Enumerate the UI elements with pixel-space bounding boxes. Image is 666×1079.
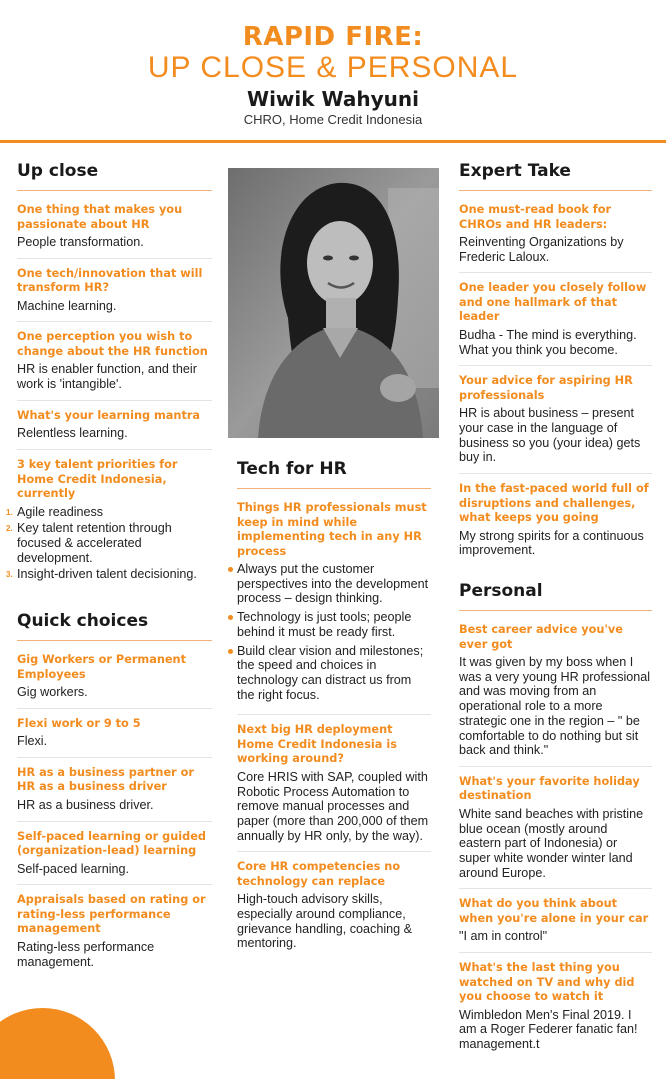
answer: HR is enabler function, and their work is 'intangible'. (17, 362, 197, 392)
question: One thing that makes you passionate about HR (17, 203, 183, 231)
qa-item (17, 653, 212, 709)
question: Flexi work or 9 to 5 (17, 716, 141, 730)
question: What's your favorite holiday destination (459, 774, 640, 803)
question: HR as a business partner or HR as a business driver (17, 765, 194, 794)
question: What do you think about when you're alone in your car (459, 897, 649, 925)
answer: White sand beaches with pristine blue ocean (mostly around eastern part of Indonesia) or super white wonder winter land around Europe. (459, 806, 644, 880)
qa-item (237, 501, 431, 715)
section-title-expert-take: Expert Take (459, 160, 652, 191)
qa-item (17, 893, 212, 977)
answer: My strong spirits for a continuous improvement. (459, 528, 644, 558)
decorative-circle (0, 1008, 115, 1079)
header-divider (0, 140, 666, 143)
section-title-quick-choices: Quick choices (17, 610, 212, 641)
answer: "I am in control" (459, 929, 548, 944)
qa-item (237, 860, 431, 959)
answer: Reinventing Organizations by Frederic Laloux. (459, 235, 624, 264)
qa-item (459, 897, 652, 953)
qa-item (459, 203, 652, 273)
qa-item (17, 409, 212, 450)
tech-bullets (237, 562, 431, 702)
question: One leader you closely follow and one hallmark of that leader (459, 281, 647, 324)
list-item: Build clear vision and milestones; the speed and choices in technology can distract us from the right focus. (237, 644, 431, 703)
left-column (6, 160, 212, 985)
question: One perception you wish to change about the HR function (17, 330, 208, 358)
qa-item (459, 775, 652, 890)
answer: Self-paced learning. (17, 861, 130, 876)
question: One tech/innovation that will transform HR? (17, 266, 203, 295)
question: Best career advice you've ever got (459, 623, 623, 651)
answer: Rating-less performance management. (17, 939, 155, 969)
section-title-personal: Personal (459, 580, 652, 611)
list-item: Technology is just tools; people behind it must be ready first. (237, 610, 431, 639)
qa-item-priorities (6, 458, 212, 592)
qa-item (459, 482, 652, 566)
qa-item (459, 961, 652, 1060)
qa-item (459, 281, 652, 366)
question: 3 key talent priorities for Home Credit Indonesia, currently (17, 458, 178, 501)
answer: Budha - The mind is everything. What you think you become. (459, 327, 637, 357)
question: Things HR professionals must keep in mind while implementing tech in any HR process (237, 501, 427, 558)
question: Next big HR deployment Home Credit Indonesia is working around? (237, 723, 397, 766)
answer: Flexi. (17, 734, 48, 749)
question: Self-paced learning or guided (organization-lead) learning (17, 829, 206, 858)
answer: Relentless learning. (17, 426, 128, 441)
title-line-1: RAPID FIRE: (242, 22, 424, 52)
question: In the fast-paced world full of disruptions and challenges, what keeps you going (459, 482, 649, 525)
question: One must-read book for CHROs and HR leaders: (459, 203, 612, 231)
question: What's the last thing you watched on TV and why did you choose to watch it (459, 961, 635, 1004)
portrait-photo (228, 168, 439, 438)
answer: HR is about business – present your case in the language of business so you (your idea) gets buy in. (459, 406, 641, 465)
qa-item (17, 203, 212, 259)
question: Core HR competencies no technology can replace (237, 860, 401, 888)
qa-item (17, 330, 212, 400)
question: What's your learning mantra (17, 408, 201, 422)
answer: People transformation. (17, 235, 144, 249)
qa-item (17, 717, 212, 758)
bullet-icon (228, 615, 233, 620)
answer: It was given by my boss when I was a very young HR professional and was moving from an operational role to a more strategic one in the region – " be comfortable to do nothing but sit back and think." (459, 655, 651, 758)
priorities-list (6, 504, 212, 583)
question: Appraisals based on rating or rating-less performance management (17, 893, 206, 936)
title-line-2: UP CLOSE & PERSONAL (147, 51, 519, 84)
qa-item (459, 623, 652, 767)
qa-item (17, 766, 212, 822)
question: Your advice for aspiring HR professionals (459, 374, 633, 402)
person-name: Wiwik Wahyuni (247, 87, 419, 111)
answer: Gig workers. (17, 685, 88, 700)
list-item: 3. Insight-driven talent decisioning. (6, 567, 197, 582)
qa-item (459, 374, 652, 474)
answer: Wimbledon Men's Final 2019. I am a Roger Federer fanatic fan! management.t (459, 1007, 638, 1052)
qa-item (17, 267, 212, 323)
bullet-icon (228, 567, 233, 572)
answer: High-touch advisory skills, especially around compliance, grievance handling, coaching & mentoring. (237, 892, 413, 951)
answer: HR as a business driver. (17, 797, 154, 812)
qa-item (17, 830, 212, 886)
person-role: CHRO, Home Credit Indonesia (243, 112, 423, 127)
right-column (459, 160, 652, 1068)
portrait-illustration (228, 168, 439, 438)
section-title-up-close: Up close (17, 160, 212, 191)
qa-item (237, 723, 431, 852)
list-item: Always put the customer perspectives into the development process – design thinking. (237, 562, 431, 606)
list-item: 2. Key talent retention through focused & accelerated development. (6, 521, 172, 565)
middle-column (237, 458, 431, 967)
answer: Machine learning. (17, 298, 117, 313)
list-item: 1. Agile readiness (6, 504, 104, 519)
question: Gig Workers or Permanent Employees (17, 653, 186, 681)
bullet-icon (228, 649, 233, 654)
header (0, 22, 666, 128)
section-title-tech-for-hr: Tech for HR (237, 458, 431, 489)
answer: Core HRIS with SAP, coupled with Robotic Process Automation to remove manual processes and paper (more than 200,000 of them annually by HR only, by the way). (237, 769, 429, 843)
